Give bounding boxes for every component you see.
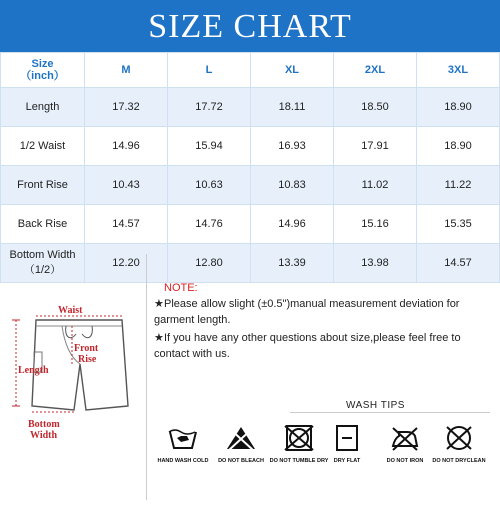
table-cell: 12.80	[168, 244, 251, 283]
wash-tip-label: DO NOT IRON	[386, 458, 424, 464]
wash-tip	[314, 424, 380, 464]
front-rise-label-line1: Front	[74, 343, 99, 354]
row-label-back-rise: Back Rise	[1, 205, 85, 244]
star-icon: ★	[154, 298, 164, 310]
size-col-l: L	[168, 53, 251, 88]
shorts-measurement-diagram	[0, 254, 146, 500]
table-cell: 16.93	[251, 127, 334, 166]
no-dryclean-icon	[443, 424, 475, 452]
table-cell: 17.32	[85, 88, 168, 127]
table-cell: 18.50	[334, 88, 417, 127]
table-cell: 13.39	[251, 244, 334, 283]
dry-flat-icon	[331, 424, 363, 452]
table-cell: 11.22	[417, 166, 500, 205]
size-chart-title: SIZE CHART	[0, 0, 500, 52]
row-label-bottom-width: Bottom Width（1/2）	[1, 244, 85, 283]
size-header-label: Size	[31, 58, 54, 70]
shorts-illustration	[0, 254, 146, 500]
table-cell: 18.90	[417, 127, 500, 166]
table-row	[1, 166, 500, 205]
size-header-cell	[1, 53, 85, 88]
table-row	[1, 88, 500, 127]
no-tumble-dry-icon	[283, 424, 315, 452]
table-cell: 14.76	[168, 205, 251, 244]
table-cell: 17.91	[334, 127, 417, 166]
table-cell: 11.02	[334, 166, 417, 205]
wash-tip	[208, 424, 274, 464]
note-title: NOTE:	[164, 282, 198, 294]
table-cell: 12.20	[85, 244, 168, 283]
size-table	[0, 52, 500, 283]
table-cell: 14.96	[85, 127, 168, 166]
wash-tip	[150, 424, 216, 464]
table-cell: 17.72	[168, 88, 251, 127]
note-text: Please allow slight (±0.5")manual measurement deviation for garment length.	[154, 298, 460, 326]
table-cell: 13.98	[334, 244, 417, 283]
size-col-m: M	[85, 53, 168, 88]
wash-tip	[426, 424, 492, 464]
wash-tips-divider	[290, 412, 490, 413]
table-cell: 14.57	[417, 244, 500, 283]
no-bleach-icon	[225, 424, 257, 452]
wash-tip-label: DO NOT TUMBLE DRY	[269, 458, 329, 464]
bottom-width-label-line1: Bottom	[28, 419, 60, 430]
table-cell: 14.57	[85, 205, 168, 244]
front-rise-label-line2: Rise	[78, 354, 97, 365]
table-cell: 10.43	[85, 166, 168, 205]
wash-tip-label: DRY FLAT	[333, 458, 361, 464]
note-text: If you have any other questions about size,please feel free to contact with us.	[154, 332, 461, 360]
size-table-header	[1, 53, 500, 88]
bottom-width-label-line2: Width	[30, 430, 58, 441]
star-icon: ★	[154, 332, 164, 344]
row-label-half-waist: 1/2 Waist	[1, 127, 85, 166]
no-iron-icon	[389, 424, 421, 452]
size-col-2xl: 2XL	[334, 53, 417, 88]
row-label-front-rise: Front Rise	[1, 166, 85, 205]
wash-tip-label: HAND WASH COLD	[157, 458, 209, 464]
length-label: Length	[18, 365, 49, 376]
table-row	[1, 127, 500, 166]
size-col-xl: XL	[251, 53, 334, 88]
wash-tip-label: DO NOT BLEACH	[218, 458, 264, 464]
note-item	[154, 296, 490, 328]
row-label-length: Length	[1, 88, 85, 127]
wash-tips-title: WASH TIPS	[346, 400, 405, 411]
table-cell: 18.90	[417, 88, 500, 127]
size-header-unit: （inch）	[20, 70, 65, 82]
size-col-3xl: 3XL	[417, 53, 500, 88]
table-cell: 15.35	[417, 205, 500, 244]
wash-tip-label: DO NOT DRYCLEAN	[432, 458, 486, 464]
table-cell: 10.83	[251, 166, 334, 205]
info-section	[0, 254, 500, 500]
table-row	[1, 205, 500, 244]
table-cell: 10.63	[168, 166, 251, 205]
table-cell: 15.16	[334, 205, 417, 244]
note-item	[154, 330, 490, 362]
table-cell: 18.11	[251, 88, 334, 127]
table-cell: 15.94	[168, 127, 251, 166]
section-divider	[146, 254, 147, 500]
waist-label: Waist	[58, 305, 83, 316]
hand-wash-icon	[167, 424, 199, 452]
table-cell: 14.96	[251, 205, 334, 244]
